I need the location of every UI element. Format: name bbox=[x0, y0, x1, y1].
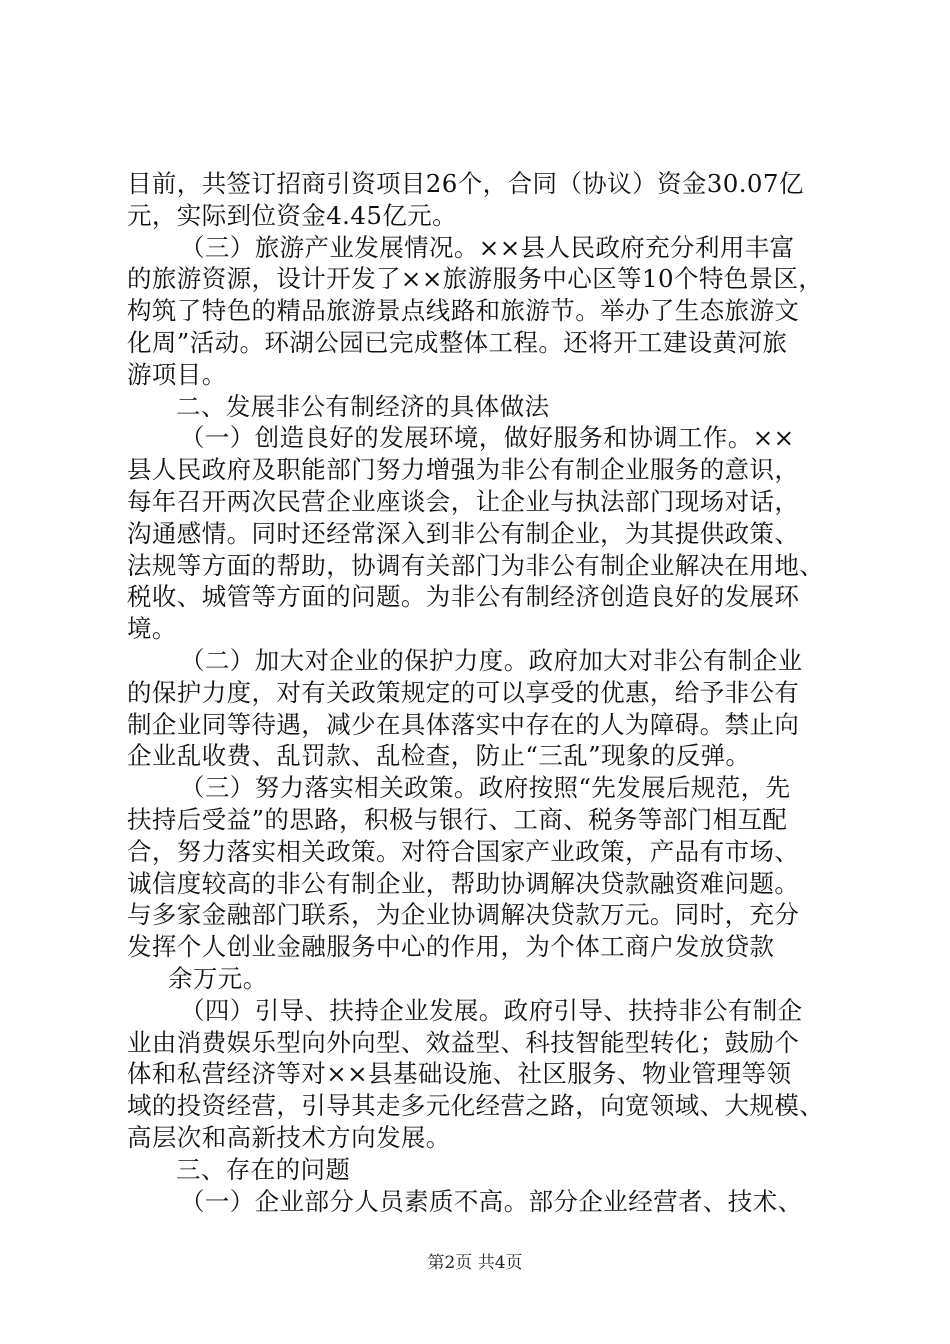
text-line: 的保护力度，对有关政策规定的可以享受的优惠，给予非公有 bbox=[127, 677, 800, 707]
text-line: 三、存在的问题 bbox=[176, 1154, 351, 1184]
text-line: 化周”活动。环湖公园已完成整体工程。还将开工建设黄河旅 bbox=[127, 327, 788, 357]
text-line: 二、发展非公有制经济的具体做法 bbox=[176, 391, 550, 421]
text-line: 县人民政府及职能部门努力增强为非公有制企业服务的意识， bbox=[127, 455, 800, 485]
page-number-footer: 第2页 共4页 bbox=[427, 1253, 523, 1273]
text-line: 境。 bbox=[127, 614, 177, 644]
text-line: 法规等方面的帮助，协调有关部门为非公有制企业解决在用地、 bbox=[127, 550, 825, 580]
text-line: （一）企业部分人员素质不高。部分企业经营者、技术、 bbox=[180, 1186, 803, 1216]
text-line: 高层次和高新技术方向发展。 bbox=[127, 1122, 451, 1152]
text-line: 沟通感情。同时还经常深入到非公有制企业，为其提供政策、 bbox=[127, 518, 800, 548]
text-line: （一）创造良好的发展环境，做好服务和协调工作。×× bbox=[180, 423, 795, 453]
text-line: 游项目。 bbox=[127, 359, 227, 389]
text-line: 合，努力落实相关政策。对符合国家产业政策，产品有市场、 bbox=[127, 836, 800, 866]
text-line: 企业乱收费、乱罚款、乱检查，防止“三乱”现象的反弹。 bbox=[127, 741, 751, 771]
text-line: （四）引导、扶持企业发展。政府引导、扶持非公有制企 bbox=[180, 995, 803, 1025]
text-line: 构筑了特色的精品旅游景点线路和旅游节。举办了生态旅游文 bbox=[127, 296, 800, 326]
text-line: 域的投资经营，引导其走多元化经营之路，向宽领域、大规模、 bbox=[127, 1091, 825, 1121]
text-line: （三）旅游产业发展情况。××县人民政府充分利用丰富 bbox=[180, 232, 795, 262]
text-line: （三）努力落实相关政策。政府按照“先发展后规范，先 bbox=[180, 773, 791, 803]
text-line: 体和私营经济等对××县基础设施、社区服务、物业管理等领 bbox=[127, 1059, 792, 1089]
document-body bbox=[127, 168, 827, 1217]
text-line: 的旅游资源，设计开发了××旅游服务中心区等10个特色景区， bbox=[127, 264, 824, 294]
text-line: 每年召开两次民营企业座谈会，让企业与执法部门现场对话， bbox=[127, 486, 800, 516]
text-line: （二）加大对企业的保护力度。政府加大对非公有制企业 bbox=[180, 645, 803, 675]
text-line: 扶持后受益”的思路，积极与银行、工商、税务等部门相互配 bbox=[127, 804, 788, 834]
text-line: 制企业同等待遇，减少在具体落实中存在的人为障碍。禁止向 bbox=[127, 709, 800, 739]
text-line: 税收、城管等方面的问题。为非公有制经济创造良好的发展环 bbox=[127, 582, 800, 612]
text-line: 元，实际到位资金4.45亿元。 bbox=[127, 200, 458, 230]
text-line: 余万元。 bbox=[168, 963, 268, 993]
text-line: 目前，共签订招商引资项目26个，合同（协议）资金30.07亿 bbox=[127, 169, 804, 198]
text-line: 与多家金融部门联系，为企业协调解决贷款万元。同时，充分 bbox=[127, 900, 800, 930]
text-line: 业由消费娱乐型向外向型、效益型、科技智能型转化；鼓励个 bbox=[127, 1027, 800, 1057]
text-line: 发挥个人创业金融服务中心的作用，为个体工商户发放贷款 bbox=[127, 932, 775, 962]
text-line: 诚信度较高的非公有制企业，帮助协调解决贷款融资难问题。 bbox=[127, 868, 800, 898]
